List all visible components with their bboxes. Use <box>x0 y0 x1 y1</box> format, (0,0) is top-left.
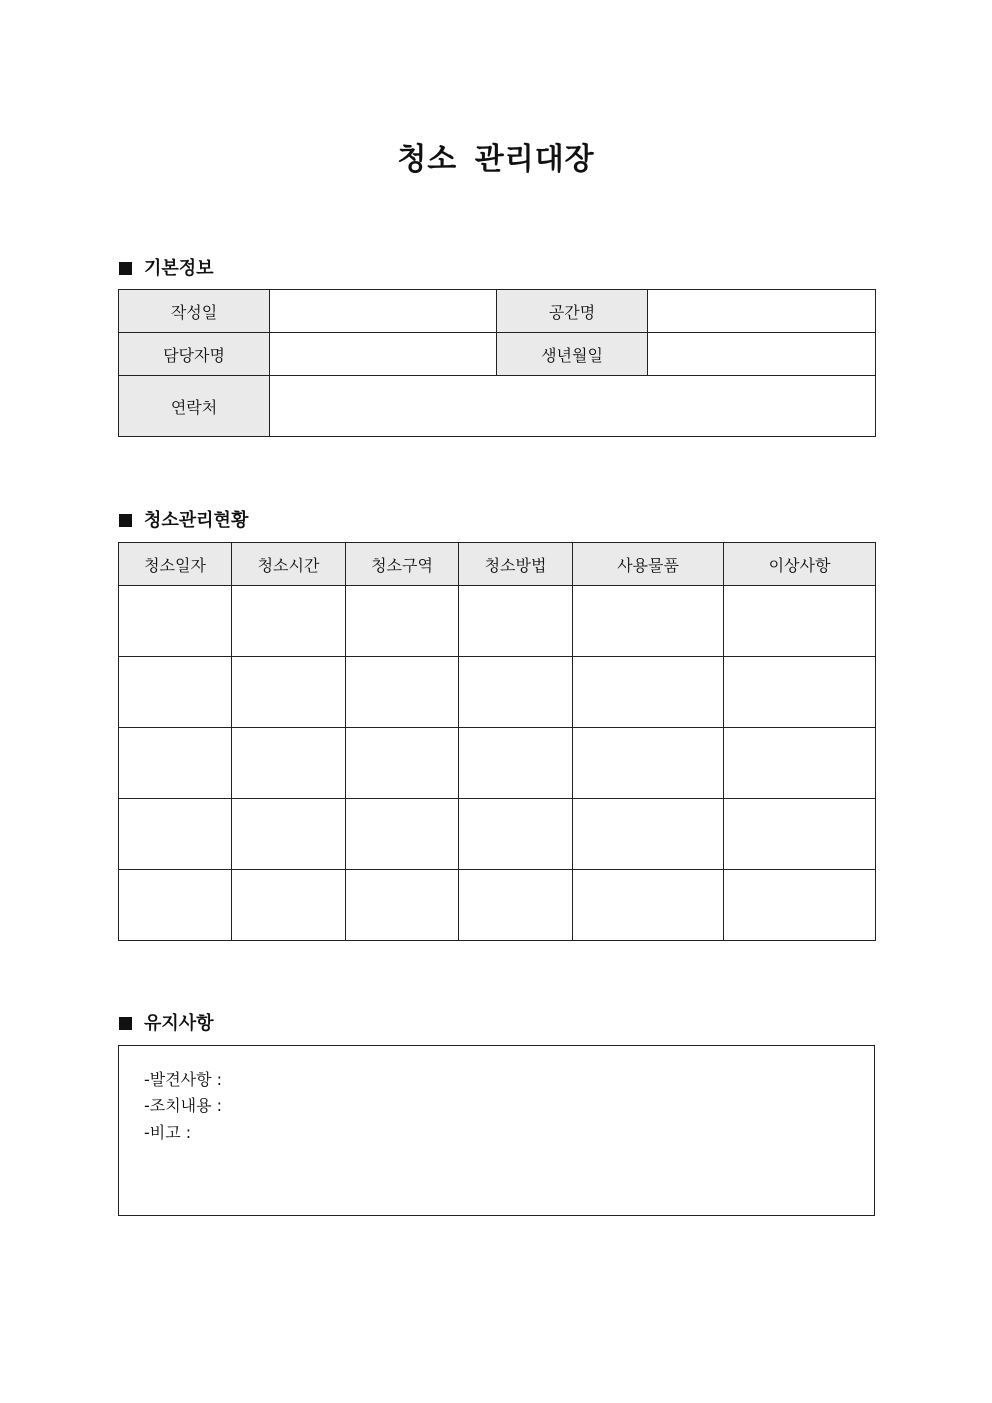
table-cell[interactable] <box>724 799 876 870</box>
table-cell[interactable] <box>232 586 346 657</box>
table-cell[interactable] <box>119 657 232 728</box>
table-row <box>119 376 876 437</box>
table-cell[interactable] <box>232 657 346 728</box>
table-cell[interactable] <box>232 870 346 941</box>
table-cell[interactable] <box>119 728 232 799</box>
table-cell[interactable] <box>724 657 876 728</box>
basic-info-table <box>118 289 876 437</box>
table-cell[interactable] <box>346 870 459 941</box>
table-cell[interactable] <box>119 870 232 941</box>
table-header-row <box>119 543 876 586</box>
table-cell[interactable] <box>724 870 876 941</box>
table-cell[interactable] <box>573 870 724 941</box>
label-contact: 연락처 <box>119 376 270 437</box>
manager-field[interactable] <box>270 333 497 376</box>
birth-date-field[interactable] <box>648 333 876 376</box>
cleaning-status-table <box>118 542 876 941</box>
table-row <box>119 870 876 941</box>
table-cell[interactable] <box>346 657 459 728</box>
column-header: 청소방법 <box>459 543 573 586</box>
label-date: 작성일 <box>119 290 270 333</box>
table-cell[interactable] <box>346 799 459 870</box>
table-row <box>119 728 876 799</box>
section-heading-label: 기본정보 <box>144 258 214 279</box>
table-cell[interactable] <box>573 728 724 799</box>
table-cell[interactable] <box>346 728 459 799</box>
section-heading-basic-info <box>119 254 214 280</box>
square-bullet-icon <box>119 514 132 527</box>
note-remarks-line: -비고 : <box>144 1123 192 1142</box>
note-actions-line: -조치내용 : <box>144 1096 223 1115</box>
section-heading-cleaning-status <box>119 506 248 532</box>
square-bullet-icon <box>119 262 132 275</box>
page-title: 청소 관리대장 <box>397 142 595 177</box>
table-cell[interactable] <box>119 586 232 657</box>
table-cell[interactable] <box>119 799 232 870</box>
label-birth-date: 생년월일 <box>497 333 648 376</box>
section-heading-label: 청소관리현황 <box>144 510 249 531</box>
label-manager: 담당자명 <box>119 333 270 376</box>
column-header: 이상사항 <box>724 543 876 586</box>
table-cell[interactable] <box>459 657 573 728</box>
table-row <box>119 799 876 870</box>
table-row <box>119 586 876 657</box>
table-cell[interactable] <box>724 728 876 799</box>
space-name-field[interactable] <box>648 290 876 333</box>
maintenance-notes-box[interactable] <box>118 1045 875 1216</box>
section-heading-maintenance <box>119 1009 214 1035</box>
date-field[interactable] <box>270 290 497 333</box>
table-cell[interactable] <box>573 799 724 870</box>
table-cell[interactable] <box>232 728 346 799</box>
table-cell[interactable] <box>459 870 573 941</box>
column-header: 사용물품 <box>573 543 724 586</box>
table-cell[interactable] <box>724 586 876 657</box>
table-cell[interactable] <box>232 799 346 870</box>
square-bullet-icon <box>119 1017 132 1030</box>
table-cell[interactable] <box>459 586 573 657</box>
table-row <box>119 657 876 728</box>
table-cell[interactable] <box>459 728 573 799</box>
column-header: 청소구역 <box>346 543 459 586</box>
contact-field[interactable] <box>270 376 876 437</box>
note-findings-line: -발견사항 : <box>144 1070 223 1089</box>
table-cell[interactable] <box>459 799 573 870</box>
table-cell[interactable] <box>573 586 724 657</box>
table-row <box>119 290 876 333</box>
label-space-name: 공간명 <box>497 290 648 333</box>
column-header: 청소시간 <box>232 543 346 586</box>
section-heading-label: 유지사항 <box>144 1013 214 1034</box>
table-cell[interactable] <box>346 586 459 657</box>
column-header: 청소일자 <box>119 543 232 586</box>
table-cell[interactable] <box>573 657 724 728</box>
table-row <box>119 333 876 376</box>
